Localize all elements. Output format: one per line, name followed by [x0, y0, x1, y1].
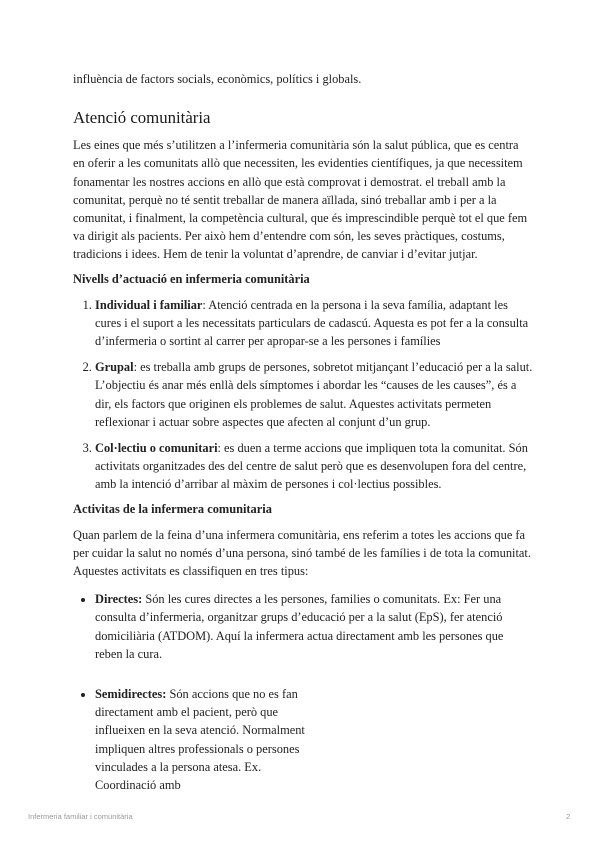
level-item-lead: Grupal — [95, 360, 134, 375]
activity-item-text: Són les cures directes a les persones, families o comunitats. Ex: Fer una consulta d’infermeria, organitzar grups d’educació per a la salut (EpS), fer atenció domiciliària (ATDOM). Aquí la infermera actua directament amb les persones que reben la cura. — [95, 592, 504, 661]
level-item-collectiu — [95, 439, 533, 494]
intro-line: influència de factors socials, econòmics, polítics i globals. — [73, 72, 362, 86]
level-item-individual — [95, 296, 533, 351]
activities-list — [73, 590, 533, 794]
activity-item-directes — [95, 590, 533, 663]
footer-title: Infermeria familiar i comunitària — [28, 812, 133, 821]
level-item-grupal — [95, 358, 533, 431]
level-item-lead: Col·lectiu o comunitari — [95, 441, 218, 456]
level-item-text: : es treballa amb grups de persones, sobretot mitjançant l’educació per a la salut. L’objectiu és anar més enllà dels símptomes i abordar les “causes de les causes”, és a dir, els factors que originen els problemes de salut. Aquestes activitats permeten reflexionar i actuar sobre aspectes que afecten al conjunt d’un grup. — [95, 360, 533, 429]
activities-paragraph: Quan parlem de la feina d’una infermera comunitària, ens referim a totes les accions que fa per cuidar la salut no només d’una persona, sinó també de les famílies i de tota la comunitat. Aquestes activitats es classifiquen en tres tipus: — [73, 527, 531, 579]
activity-item-text: Són accions que no es fan directament amb el pacient, però que influeixen en la seva atenció. Normalment impliquen altres professionals o persones vinculades a la persona atesa. Ex. Coordinació amb — [95, 687, 305, 793]
level-item-lead: Individual i familiar — [95, 297, 203, 312]
page-number: 2 — [566, 812, 571, 821]
activity-item-lead: Semidirectes: — [95, 687, 167, 702]
section-title: Atenció comunitària — [73, 108, 211, 128]
level-item-text: : Atenció centrada en la persona i la seva família, adaptant les cures i el suport a les necessitats particulars de cadascú. Aquesta es pot fer a la consulta d’infermeria o sortint al carrer per apropar-se a les persones i famílies — [95, 297, 529, 349]
activity-item-semidirectes — [95, 685, 310, 794]
level-item-text: : es duen a terme accions que impliquen tota la comunitat. Són activitats organitzades des del centre de salut però que es desenvolupen fora del centre, amb la intenció d’arribar al màxim de persones i col·lectius possibles. — [95, 441, 528, 492]
levels-list — [73, 296, 533, 494]
page-content — [73, 70, 533, 808]
section-paragraph: Les eines que més s’utilitzen a l’infermeria comunitària són la salut pública, que es centra en oferir a les comunitats allò que necessiten, les evidenties científiques, ja que necessitem fonamentar les nostres accions en allò que està comprovat i demostrat. el treball amb la comunitat, perquè no té sentit treballar de manera aïllada, sinó treballar amb i per a la comunitat, i finalment, la competència cultural, que és imprescindible perquè tot el que fem va dirigit als pacients. Per això hem d’entendre com són, les seves pràctiques, costums, tradicions i idees. Hem de tenir la voluntat d’aprendre, de canviar i d’evitar jutjar. — [73, 138, 528, 262]
activity-item-lead: Directes: — [95, 592, 143, 607]
activities-heading: Activitas de la infermera comunitaria — [73, 501, 272, 516]
levels-heading: Nivells d’actuació en infermeria comunitària — [73, 271, 310, 286]
